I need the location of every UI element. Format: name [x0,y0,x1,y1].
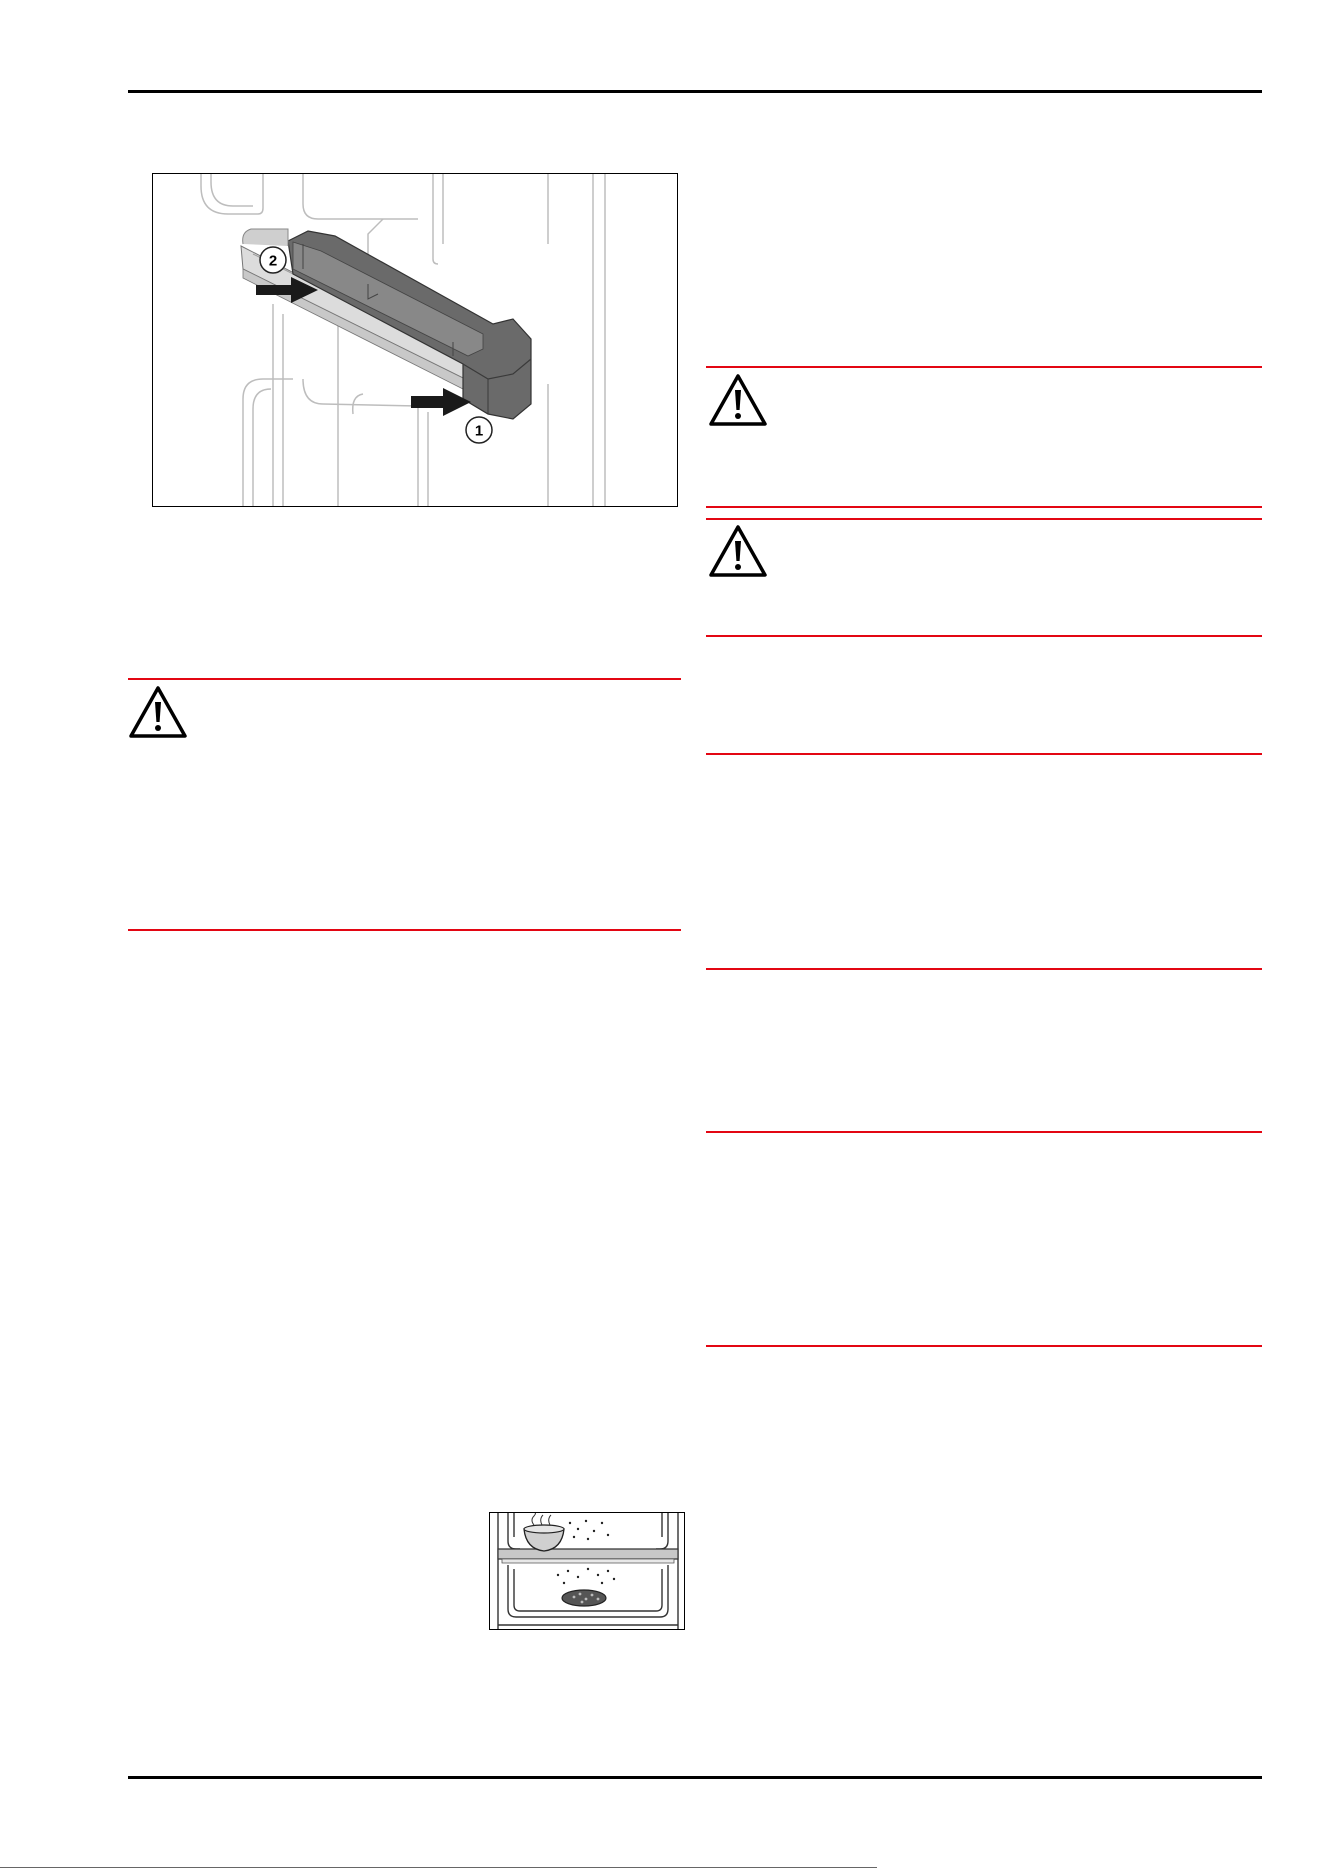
callout-2: 2 [268,252,278,270]
fridge-condensation-figure [489,1512,685,1630]
scan-line [0,1867,877,1868]
section-rule-right-4 [706,968,1262,970]
warning-top-rule-right-2 [706,518,1262,520]
footer-rule [128,1776,1262,1779]
warning-bottom-rule-right-2 [706,635,1262,637]
warning-triangle-icon [128,685,188,739]
holder-installation-figure [152,173,678,507]
warning-triangle-icon [708,524,768,578]
warning-top-rule-left [128,678,681,680]
header-rule [128,90,1262,93]
section-rule-right-5 [706,1131,1262,1133]
warning-top-rule-right-1 [706,366,1262,368]
section-rule-right-6 [706,1345,1262,1347]
section-rule-right-3 [706,753,1262,755]
warning-bottom-rule-left [128,929,681,931]
warning-triangle-icon [708,373,768,427]
callout-1: 1 [474,422,484,440]
warning-bottom-rule-right-1 [706,506,1262,508]
push-arrow-1 [411,388,471,416]
